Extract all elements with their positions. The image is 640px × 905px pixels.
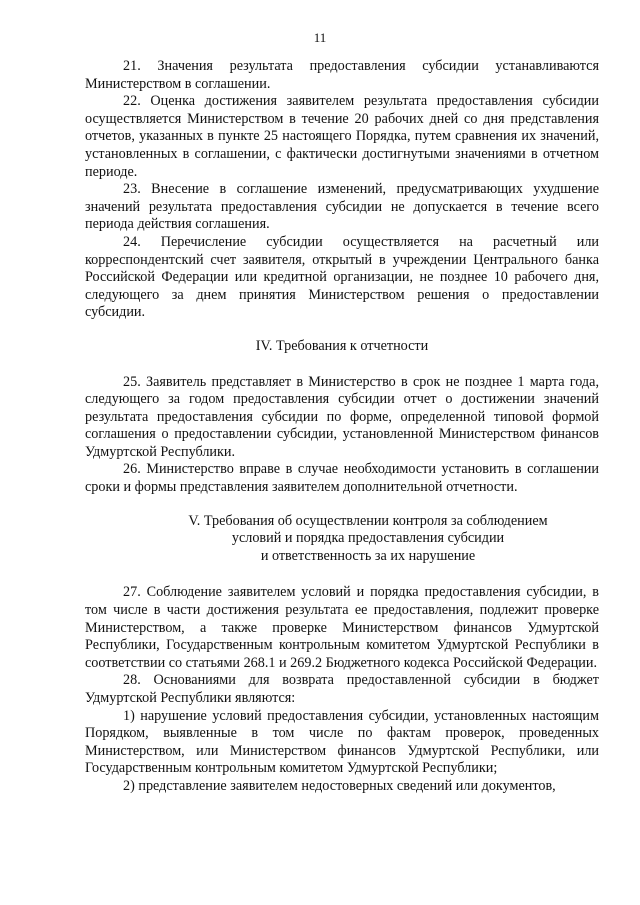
section-v-heading-line-1: V. Требования об осуществлении контроля за соблюдением xyxy=(188,512,548,529)
paragraph-26: 26. Министерство вправе в случае необходимости установить в соглашении сроки и формы представления заявителем дополнительной отчетности. xyxy=(85,461,599,496)
page-number: 11 xyxy=(313,30,327,45)
paragraph-27: 27. Соблюдение заявителем условий и порядка предоставления субсидии, в том числе в части достижения результата ее предоставления, подлежит проверке Министерством, а также проверке Министерством финансов Удмуртской Республики, Государственным контрольным комитетом Удмуртской Республики в соответствии со статьями 268.1 и 269.2 Бюджетного кодекса Российской Федерации. xyxy=(85,584,599,671)
paragraph-24: 24. Перечисление субсидии осуществляется на расчетный или корреспондентский счет заявителя, открытый в учреждении Центрального банка Российской Федерации или кредитной организации, не позднее 10 рабочего дня, следующего за днем принятия Министерством решения о предоставлении субсидии. xyxy=(85,233,599,321)
paragraph-28: 28. Основаниями для возврата предоставленной субсидии в бюджет Удмуртской Республики являются: xyxy=(85,672,599,706)
paragraph-21: 21. Значения результата предоставления субсидии устанавливаются Министерством в соглашении. xyxy=(85,58,599,92)
paragraph-28-item-1: 1) нарушение условий предоставления субсидии, установленных настоящим Порядком, выявленные в том числе по фактам проверок, проведенных Министерством, или Министерством финансов Удмуртской Республики, или Государственным контрольным комитетом Удмуртской Республики; xyxy=(85,707,599,777)
paragraph-22: 22. Оценка достижения заявителем результата предоставления субсидии осуществляется Министерством в течение 20 рабочих дней со дня представления отчетов, указанных в пункте 25 настоящего Порядка, путем сравнения их значений, установленных в соглашении, с фактически достигнутыми значениями в отчетном периоде. xyxy=(85,93,599,180)
section-v-heading-line-2: условий и порядка предоставления субсидии xyxy=(231,530,505,547)
section-v-heading xyxy=(85,513,599,566)
paragraph-28-item-2: 2) представление заявителем недостоверных сведений или документов, xyxy=(123,777,556,794)
section-v-heading-line-3: и ответственность за их нарушение xyxy=(260,547,476,564)
paragraph-23: 23. Внесение в соглашение изменений, предусматривающих ухудшение значений результата предоставления субсидии не допускается в течение всего периода действия соглашения. xyxy=(85,181,599,233)
document-body xyxy=(85,58,599,796)
section-iv-heading: IV. Требования к отчетности xyxy=(255,337,429,354)
paragraph-25: 25. Заявитель представляет в Министерство в срок не позднее 1 марта года, следующего за годом предоставления субсидии отчет о достижении значений результата предоставления субсидии по форме, определенной типовой формой соглашения о предоставлении субсидии, установленной Министерством финансов Удмуртской Республики. xyxy=(85,373,599,460)
